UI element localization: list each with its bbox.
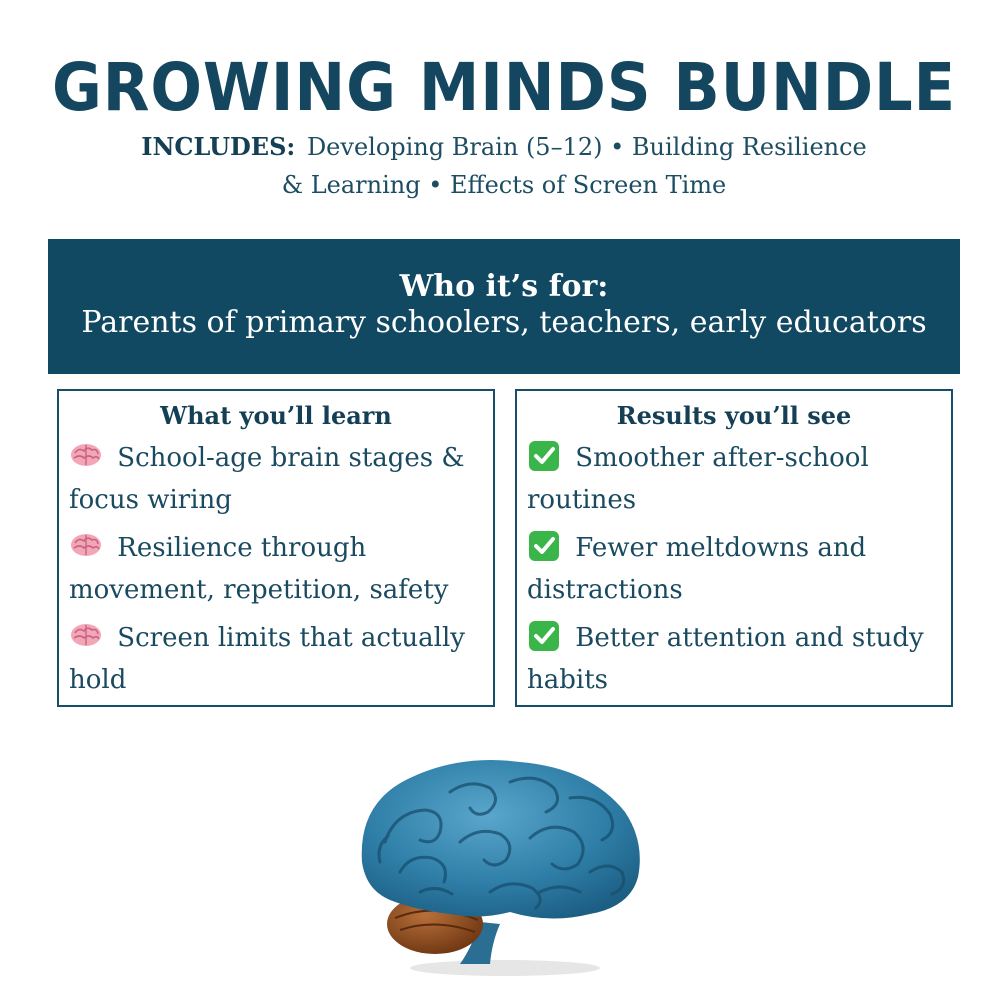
check-mark-icon	[527, 619, 561, 653]
audience-text: Parents of primary schoolers, teachers, early educators	[81, 305, 927, 340]
learn-item-label: Screen limits that actually hold	[69, 623, 465, 695]
includes-line	[140, 128, 868, 204]
brain-icon	[69, 439, 103, 473]
list-item	[69, 525, 485, 611]
brain-illustration	[340, 742, 670, 982]
list-item	[527, 615, 943, 701]
check-mark-icon	[527, 529, 561, 563]
list-item	[527, 525, 943, 611]
page-title: GROWING MINDS BUNDLE	[51, 49, 957, 126]
list-item	[527, 435, 943, 521]
results-item-label: Better attention and study habits	[527, 623, 924, 695]
results-panel-title: Results you’ll see	[616, 401, 852, 430]
includes-label: INCLUDES:	[141, 132, 296, 161]
results-item-label: Smoother after-school routines	[527, 443, 869, 515]
list-item	[69, 615, 485, 701]
list-item	[69, 435, 485, 521]
results-list	[517, 435, 951, 701]
results-item-label: Fewer meltdowns and distractions	[527, 533, 867, 605]
brain-icon	[69, 529, 103, 563]
audience-heading: Who it’s for:	[399, 269, 609, 304]
brain-icon	[69, 619, 103, 653]
learn-item-label: School-age brain stages & focus wiring	[69, 443, 465, 515]
includes-text: Developing Brain (5–12) • Building Resilience & Learning • Effects of Screen Time	[281, 133, 867, 199]
check-mark-icon	[527, 439, 561, 473]
learn-item-label: Resilience through movement, repetition, safety	[69, 533, 449, 605]
audience-banner	[48, 239, 960, 374]
learn-panel	[57, 389, 495, 707]
learn-list	[59, 435, 493, 701]
results-panel	[515, 389, 953, 707]
learn-panel-title: What you’ll learn	[160, 401, 392, 430]
